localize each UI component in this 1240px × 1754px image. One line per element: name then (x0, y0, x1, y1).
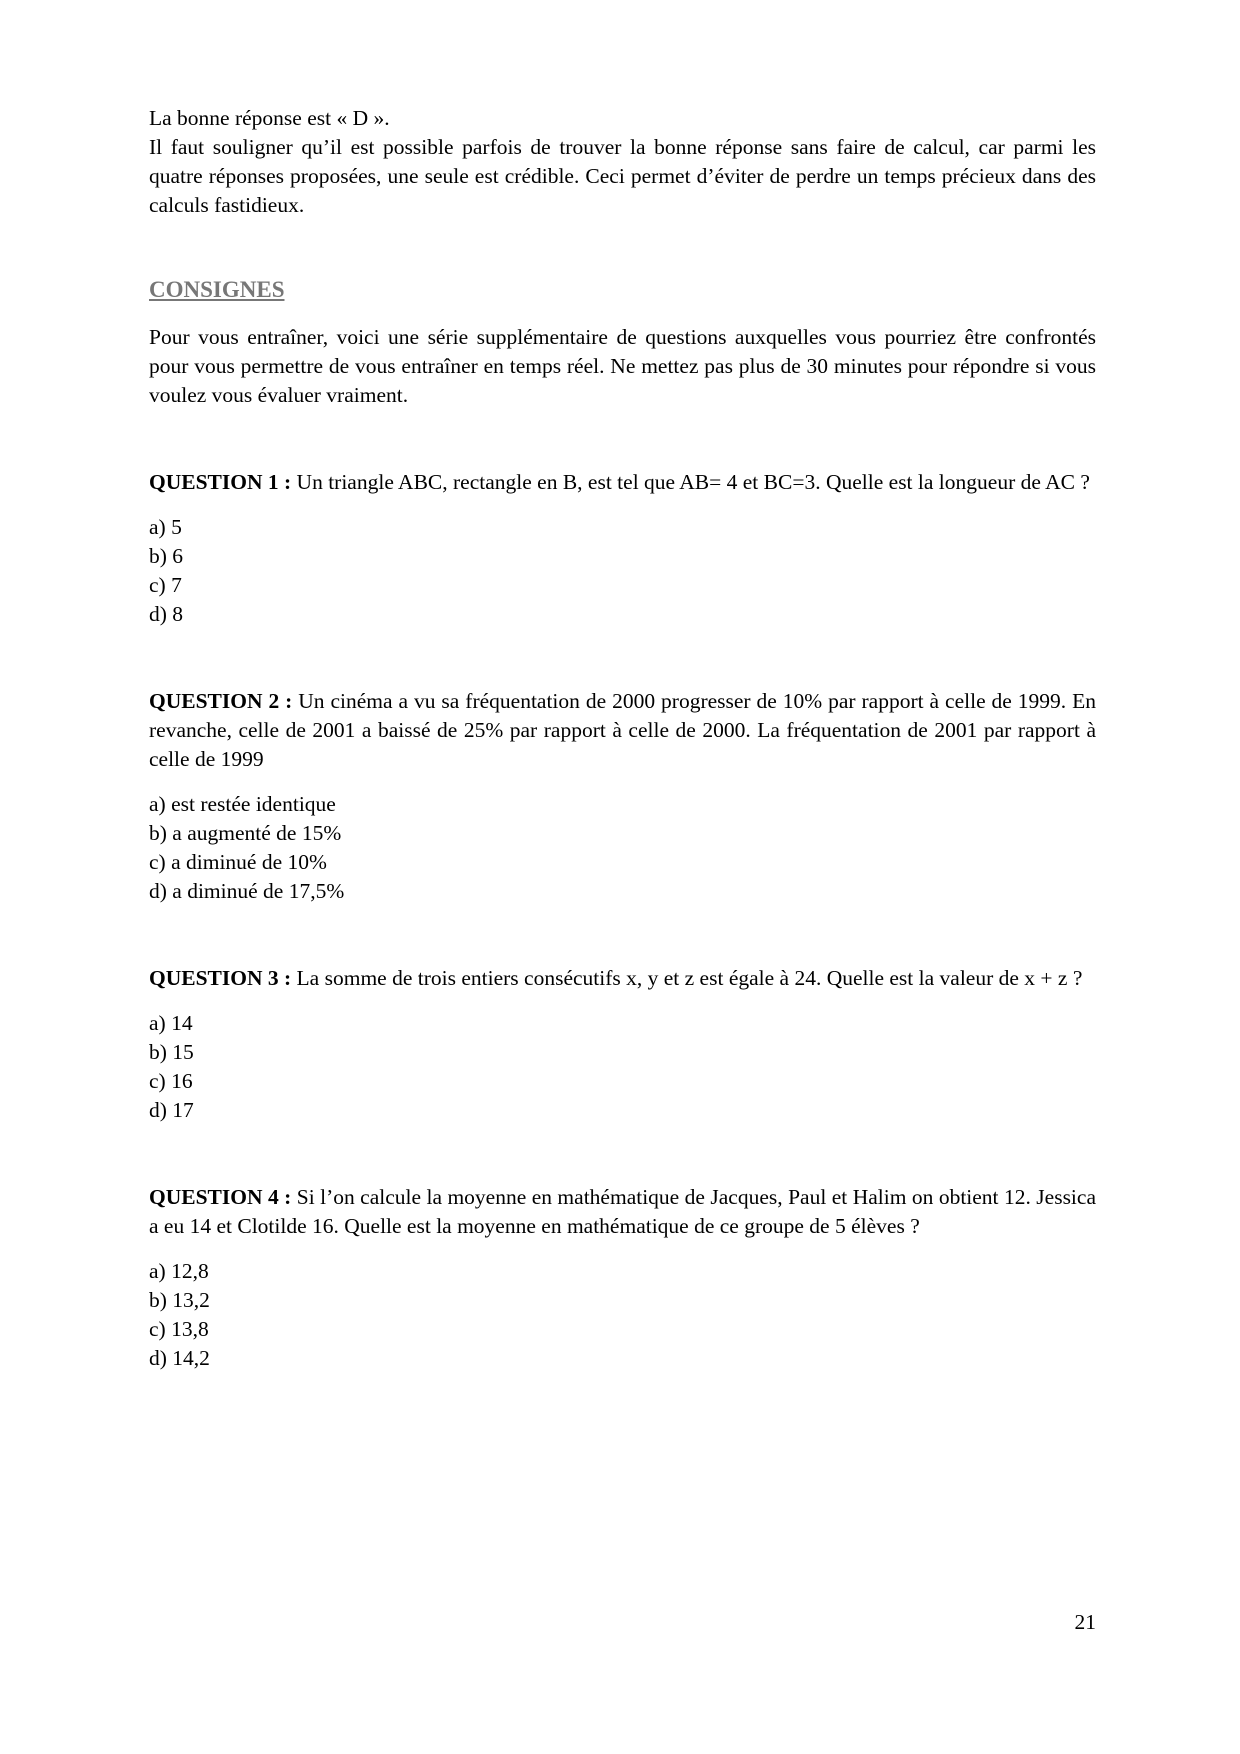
option-item: d) 8 (149, 602, 184, 627)
question-1 (149, 468, 1096, 629)
question-2-statement (149, 687, 1096, 774)
question-3-label: QUESTION 3 : (149, 966, 292, 991)
question-1-text: Un triangle ABC, rectangle en B, est tel que AB= 4 et BC=3. Quelle est la longueur de AC ? (291, 470, 1090, 495)
option-item: b) 15 (149, 1040, 194, 1065)
option-item: c) 13,8 (149, 1317, 209, 1342)
option-item: c) 16 (149, 1069, 193, 1094)
question-1-options (149, 513, 1096, 629)
question-4-label: QUESTION 4 : (149, 1185, 292, 1210)
consignes-heading: CONSIGNES (149, 277, 285, 302)
question-3 (149, 964, 1096, 1125)
option-item: d) a diminué de 17,5% (149, 879, 345, 904)
option-item: d) 14,2 (149, 1346, 210, 1371)
question-3-options (149, 1009, 1096, 1125)
option-item: a) 12,8 (149, 1259, 209, 1284)
question-2-text: Un cinéma a vu sa fréquentation de 2000 progresser de 10% par rapport à celle de 1999. En revanche, celle de 2001 a baissé de 25% par rapport à celle de 2000. La fréquentation de 2001 par rapport à celle de 1999 (149, 689, 1096, 772)
option-item: b) 6 (149, 544, 184, 569)
question-4-options (149, 1257, 1096, 1373)
question-4-statement (149, 1183, 1096, 1241)
option-item: b) a augmenté de 15% (149, 821, 342, 846)
question-4-text: Si l’on calcule la moyenne en mathématique de Jacques, Paul et Halim on obtient 12. Jessica a eu 14 et Clotilde 16. Quelle est la moyenne en mathématique de ce groupe de 5 élèves ? (149, 1185, 1096, 1239)
option-item: c) 7 (149, 573, 182, 598)
option-item: a) 14 (149, 1011, 193, 1036)
intro-section (149, 104, 1096, 220)
option-item: c) a diminué de 10% (149, 850, 327, 875)
intro-answer-line: La bonne réponse est « D ». (149, 106, 390, 130)
question-2-options (149, 790, 1096, 906)
question-1-label: QUESTION 1 : (149, 470, 292, 495)
question-4 (149, 1183, 1096, 1373)
question-3-text: La somme de trois entiers consécutifs x, y et z est égale à 24. Quelle est la valeur de x + z ? (291, 966, 1083, 991)
option-item: a) 5 (149, 515, 182, 540)
question-3-statement (149, 964, 1096, 993)
question-2-label: QUESTION 2 : (149, 689, 293, 714)
question-2 (149, 687, 1096, 906)
consignes-paragraph: Pour vous entraîner, voici une série supplémentaire de questions auxquelles vous pourriez être confrontés pour vous permettre de vous entraîner en temps réel. Ne mettez pas plus de 30 minutes pour répondre si vous voulez vous évaluer vraiment. (149, 325, 1096, 408)
option-item: b) 13,2 (149, 1288, 210, 1313)
page-number: 21 (1074, 1610, 1096, 1634)
question-1-statement (149, 468, 1096, 497)
intro-paragraph: Il faut souligner qu’il est possible parfois de trouver la bonne réponse sans faire de calcul, car parmi les quatre réponses proposées, une seule est crédible. Ceci permet d’éviter de perdre un temps précieux dans des calculs fastidieux. (149, 135, 1096, 217)
option-item: a) est restée identique (149, 792, 336, 817)
document-page (149, 104, 1096, 1395)
option-item: d) 17 (149, 1098, 194, 1123)
